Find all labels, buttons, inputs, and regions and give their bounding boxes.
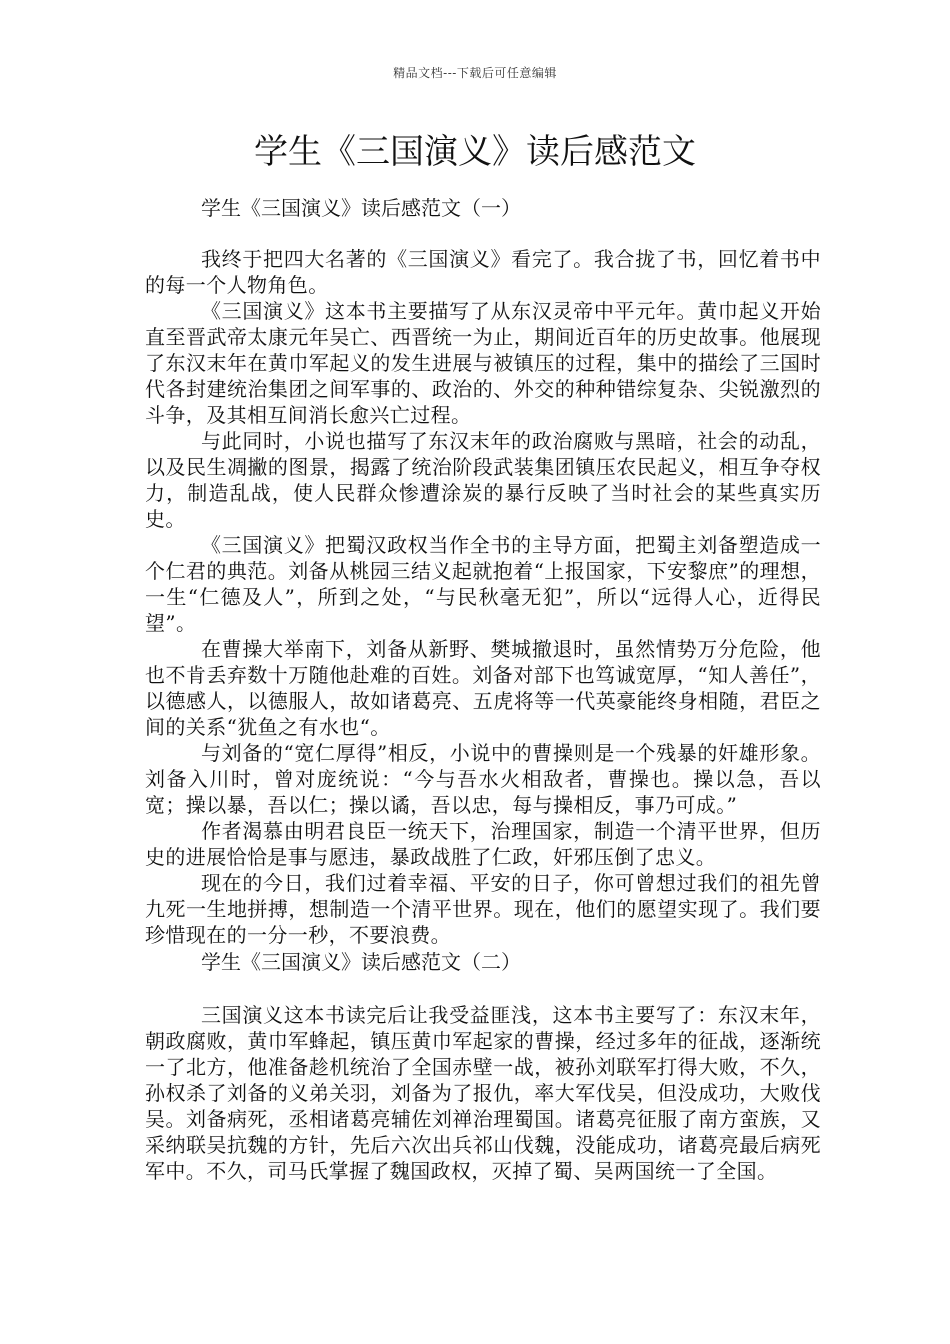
paragraph: 作者渴慕由明君良臣一统天下，治理国家，制造一个清平世界，但历史的进展恰恰是事与愿违，暴政战胜了仁政，奸邪压倒了忠义。: [145, 819, 821, 869]
paragraph: 《三国演义》这本书主要描写了从东汉灵帝中平元年。黄巾起义开始直至晋武帝太康元年吴亡、西晋统一为止，期间近百年的历史故事。他展现了东汉末年在黄巾军起义的发生进展与被镇压的过程，集中的描绘了三国时代各封建统治集团之间军事的、政治的、外交的种种错综复杂、尖锐激烈的斗争，及其相互间消长愈兴亡过程。: [145, 299, 821, 427]
document-body: [145, 194, 821, 1184]
header-watermark: 精品文档---下载后可任意编辑: [393, 66, 557, 80]
document-title: 学生《三国演义》读后感范文: [254, 132, 696, 172]
paragraph: 三国演义这本书读完后让我受益匪浅，这本书主要写了：东汉末年，朝政腐败，黄巾军蜂起，镇压黄巾军起家的曹操，经过多年的征战，逐渐统一了北方，他准备趁机统治了全国赤壁一战，被孙刘联军打得大败，不久，孙权杀了刘备的义弟关羽，刘备为了报仇，率大军伐吴，但没成功，大败伐吴。刘备病死，丞相诸葛亮辅佐刘禅治理蜀国。诸葛亮征服了南方蛮族，又采纳联吴抗魏的方针，先后六次出兵祁山伐魏，没能成功，诸葛亮最后病死军中。不久，司马氏掌握了魏国政权，灭掉了蜀、吴两国统一了全国。: [145, 1003, 821, 1183]
paragraph: 我终于把四大名著的《三国演义》看完了。我合拢了书，回忆着书中的每一个人物角色。: [145, 247, 821, 297]
essay-section-2: [145, 948, 821, 1184]
paragraph: 与刘备的“宽仁厚得”相反，小说中的曹操则是一个残暴的奸雄形象。刘备入川时，曾对庞统说：“今与吾水火相敌者，曹操也。操以急，吾以宽；操以暴，吾以仁；操以谲，吾以忠，每与操相反，事乃可成。”: [145, 741, 821, 817]
paragraph: 现在的今日，我们过着幸福、平安的日子，你可曾想过我们的祖先曾九死一生地拼搏，想制造一个清平世界。现在，他们的愿望实现了。我们要珍惜现在的一分一秒，不要浪费。: [145, 871, 821, 947]
paragraph: 《三国演义》把蜀汉政权当作全书的主导方面，把蜀主刘备塑造成一个仁君的典范。刘备从桃园三结义起就抱着“上报国家，下安黎庶”的理想，一生“仁德及人”，所到之处，“与民秋毫无犯”，所以“远得人心，近得民望”。: [145, 533, 821, 635]
section-heading: 学生《三国演义》读后感范文（二）: [201, 950, 521, 974]
paragraph: 与此同时，小说也描写了东汉末年的政治腐败与黑暗，社会的动乱，以及民生凋撇的图景，揭露了统治阶段武装集团镇压农民起义，相互争夺权力，制造乱战，使人民群众惨遭涂炭的暴行反映了当时社会的某些真实历史。: [145, 429, 821, 531]
section-heading: 学生《三国演义》读后感范文（一）: [201, 196, 521, 220]
paragraph: 在曹操大举南下，刘备从新野、樊城撤退时，虽然情势万分危险，他也不肯丢弃数十万随他赴难的百姓。刘备对部下也笃诚宽厚，“知人善任”，以德感人，以德服人，故如诸葛亮、五虎将等一代英豪能终身相随，君臣之间的关系“犹鱼之有水也“。: [145, 637, 821, 739]
essay-section-1: [145, 194, 821, 948]
